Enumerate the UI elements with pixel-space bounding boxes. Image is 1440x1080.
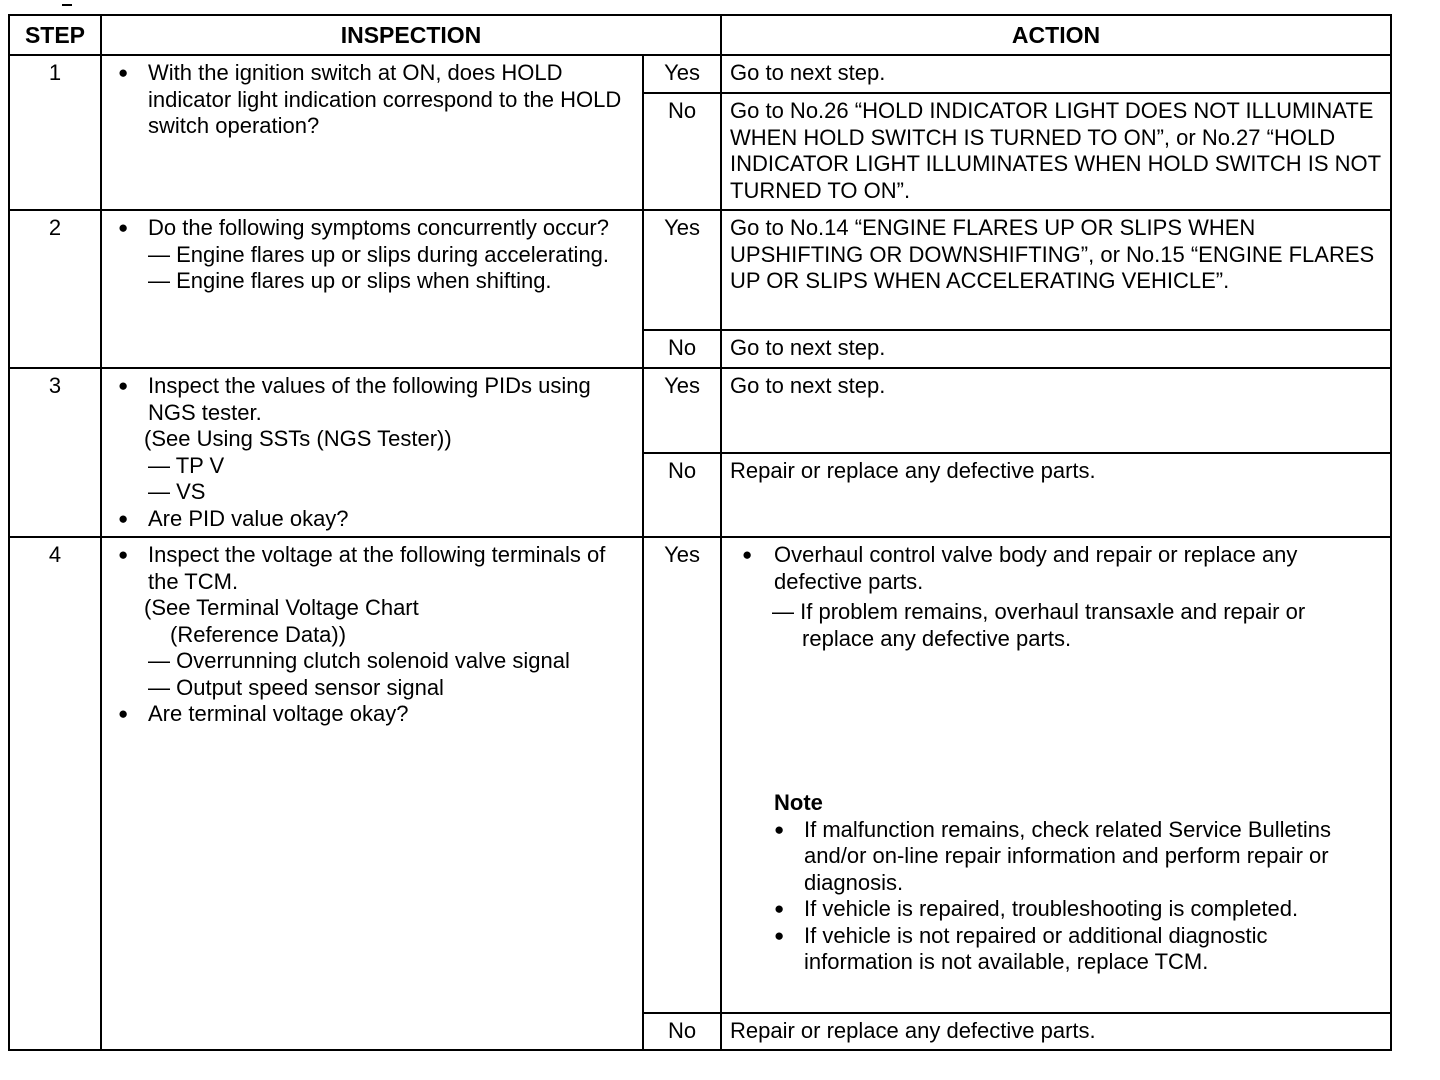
yes-label: Yes [643,368,721,453]
inspection-item: ● With the ignition switch at ON, does HOLD indicator light indication correspond to the HOLD switch operation? [116,60,634,140]
header-row [9,15,1391,55]
step-4-yes-row [9,537,1391,1013]
troubleshooting-table [8,14,1392,1051]
yes-label: Yes [643,55,721,93]
action-no: Repair or replace any defective parts. [721,1013,1391,1050]
action-subitem: — If problem remains, overhaul transaxle and repair or replace any defective parts. [772,599,1306,651]
inspection-subitem: — TP V [148,452,225,478]
step-1-yes-row [9,55,1391,93]
inspection-item: ● Are PID value okay? [116,506,634,533]
inspection-cell [101,368,643,537]
inspection-subitem: — Output speed sensor signal [148,674,444,700]
note-item: ● If vehicle is not repaired or additional diagnostic information is not available, replace TCM. [730,923,1382,976]
no-label: No [643,330,721,368]
step-number: 2 [9,210,101,368]
yes-label: Yes [643,537,721,1013]
scan-mark [62,4,72,6]
step-2-yes-row [9,210,1391,330]
inspection-subitem: — Overrunning clutch solenoid valve signal [148,648,570,673]
inspection-cell [101,55,643,210]
yes-label: Yes [643,210,721,330]
note-item: ● If vehicle is repaired, troubleshooting is completed. [730,896,1382,923]
inspection-item: ● Do the following symptoms concurrently occur? [116,215,634,242]
action-no: Go to next step. [721,330,1391,368]
inspection-cell [101,537,643,1050]
inspection-reference: (Reference Data)) [170,621,347,647]
inspection-reference: (See Using SSTs (NGS Tester)) [144,426,452,451]
step-number: 1 [9,55,101,210]
action-header: ACTION [721,15,1391,55]
action-yes: Go to No.14 “ENGINE FLARES UP OR SLIPS WHEN UPSHIFTING OR DOWNSHIFTING”, or No.15 “ENGINE FLARES UP OR SLIPS WHEN ACCELERATING VEHICLE”. [721,210,1391,330]
step-number: 3 [9,368,101,537]
action-yes: Go to next step. [721,55,1391,93]
no-label: No [643,93,721,210]
note-item: ● If malfunction remains, check related Service Bulletins and/or on-line repair information and perform repair or diagnosis. [730,817,1382,897]
inspection-header: INSPECTION [101,15,721,55]
action-no: Repair or replace any defective parts. [721,453,1391,537]
step-number: 4 [9,537,101,1050]
note-title: Note [774,790,823,815]
inspection-subitem: — Engine flares up or slips during accelerating. [148,241,610,267]
action-no: Go to No.26 “HOLD INDICATOR LIGHT DOES NOT ILLUMINATE WHEN HOLD SWITCH IS TURNED TO ON”, or No.27 “HOLD INDICATOR LIGHT ILLUMINATES WHEN HOLD SWITCH IS NOT TURNED TO ON”. [721,93,1391,210]
inspection-cell [101,210,643,368]
step-header: STEP [9,15,101,55]
action-yes: Go to next step. [721,368,1391,453]
action-yes [721,537,1391,1013]
inspection-subitem: — VS [148,479,206,504]
no-label: No [643,453,721,537]
inspection-subitem: — Engine flares up or slips when shifting. [148,268,552,293]
inspection-item: ● Inspect the values of the following PIDs using NGS tester. [116,373,634,426]
no-label: No [643,1013,721,1050]
action-item: ● Overhaul control valve body and repair or replace any defective parts. [730,542,1382,595]
inspection-reference: (See Terminal Voltage Chart [144,595,419,620]
inspection-item: ● Are terminal voltage okay? [116,701,634,728]
inspection-item: ● Inspect the voltage at the following terminals of the TCM. [116,542,634,595]
step-3-yes-row [9,368,1391,453]
